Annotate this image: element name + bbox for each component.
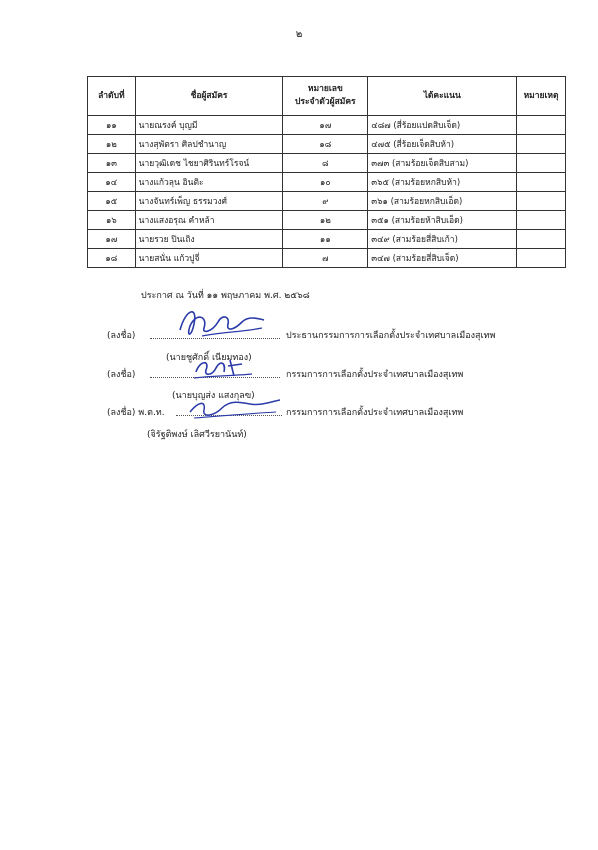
cell-number: ๑๘ xyxy=(283,135,368,154)
header-number-line2: ประจำตัวผู้สมัคร xyxy=(295,97,356,107)
cell-seq: ๑๘ xyxy=(88,249,136,268)
header-note: หมายเหตุ xyxy=(517,77,566,116)
cell-score: ๓๗๓ (สามร้อยเจ็ดสิบสาม) xyxy=(368,154,517,173)
cell-seq: ๑๔ xyxy=(88,173,136,192)
signature-name-2: (นายบุญส่ง แสงกุลฃ) xyxy=(172,391,255,401)
table-row xyxy=(88,135,566,154)
cell-name: นางแก้วลุน อินติะ xyxy=(135,173,283,192)
cell-seq: ๑๒ xyxy=(88,135,136,154)
cell-number: ๗ xyxy=(283,249,368,268)
cell-note xyxy=(517,135,566,154)
cell-note xyxy=(517,154,566,173)
table-row xyxy=(88,230,566,249)
cell-number: ๑๐ xyxy=(283,173,368,192)
cell-name: นายวุฒิเดช ไชยาศิรินทร์โรจน์ xyxy=(135,154,283,173)
cell-name: นางแสงอรุณ คำหล้า xyxy=(135,211,283,230)
cell-seq: ๑๗ xyxy=(88,230,136,249)
table-row xyxy=(88,192,566,211)
cell-name: นายสนั่น แก้วปูจี่ xyxy=(135,249,283,268)
signature-name-1: (นายชูศักดิ์ เนียมทอง) xyxy=(166,353,252,363)
cell-number: ๙ xyxy=(283,192,368,211)
header-number xyxy=(283,77,368,116)
cell-name: นางจันทร์เพ็ญ ธรรมวงศ์ xyxy=(135,192,283,211)
signature-role-2: กรรมการการเลือกตั้งประจำเทศบาลเมืองสุเทพ xyxy=(286,370,464,380)
cell-score: ๓๕๑ (สามร้อยห้าสิบเอ็ด) xyxy=(368,211,517,230)
table-row xyxy=(88,173,566,192)
table-row xyxy=(88,211,566,230)
cell-note xyxy=(517,173,566,192)
signature-name-3: (จิรัฐติพงษ์ เลิศวีรยานันท์) xyxy=(147,430,247,440)
handwritten-signature-2 xyxy=(190,354,260,384)
cell-number: ๑๗ xyxy=(283,116,368,135)
page-number: ๒ xyxy=(295,29,303,40)
signature-label-3: (ลงชื่อ) พ.ต.ท. xyxy=(107,408,165,418)
signature-role-3: กรรมการการเลือกตั้งประจำเทศบาลเมืองสุเทพ xyxy=(286,408,464,418)
table-row xyxy=(88,249,566,268)
cell-note xyxy=(517,116,566,135)
cell-seq: ๑๓ xyxy=(88,154,136,173)
header-number-line1: หมายเลข xyxy=(307,84,343,94)
cell-name: นางสุพัตรา ศิลปชำนาญ xyxy=(135,135,283,154)
table-header-row xyxy=(88,77,566,116)
cell-seq: ๑๑ xyxy=(88,116,136,135)
handwritten-signature-1 xyxy=(172,302,272,342)
header-score: ได้คะแนน xyxy=(368,77,517,116)
signature-label-2: (ลงชื่อ) xyxy=(107,370,136,380)
cell-number: ๑๑ xyxy=(283,230,368,249)
cell-seq: ๑๖ xyxy=(88,211,136,230)
cell-seq: ๑๕ xyxy=(88,192,136,211)
cell-score: ๓๖๑ (สามร้อยหกสิบเอ็ด) xyxy=(368,192,517,211)
signature-role-1: ประธานกรรมการการเลือกตั้งประจำเทศบาลเมืองสุเทพ xyxy=(286,331,496,341)
cell-note xyxy=(517,230,566,249)
cell-note xyxy=(517,192,566,211)
table-row xyxy=(88,116,566,135)
announcement-date: ประกาศ ณ วันที่ ๑๑ พฤษภาคม พ.ศ. ๒๕๖๘ xyxy=(141,291,310,301)
signature-label-1: (ลงชื่อ) xyxy=(107,331,136,341)
handwritten-signature-3 xyxy=(184,392,284,422)
cell-score: ๔๗๕ (สี่ร้อยเจ็ดสิบห้า) xyxy=(368,135,517,154)
cell-score: ๓๖๕ (สามร้อยหกสิบห้า) xyxy=(368,173,517,192)
cell-name: นายณรงค์ บุญมี xyxy=(135,116,283,135)
cell-number: ๑๒ xyxy=(283,211,368,230)
cell-number: ๘ xyxy=(283,154,368,173)
cell-score: ๓๔๗ (สามร้อยสี่สิบเจ็ด) xyxy=(368,249,517,268)
results-table xyxy=(87,76,566,268)
cell-note xyxy=(517,211,566,230)
cell-name: นายรวย ปินเถิง xyxy=(135,230,283,249)
cell-note xyxy=(517,249,566,268)
header-seq: ลำดับที่ xyxy=(88,77,136,116)
table-row xyxy=(88,154,566,173)
header-name: ชื่อผู้สมัคร xyxy=(135,77,283,116)
cell-score: ๔๘๗ (สี่ร้อยแปดสิบเจ็ด) xyxy=(368,116,517,135)
cell-score: ๓๔๙ (สามร้อยสี่สิบเก้า) xyxy=(368,230,517,249)
